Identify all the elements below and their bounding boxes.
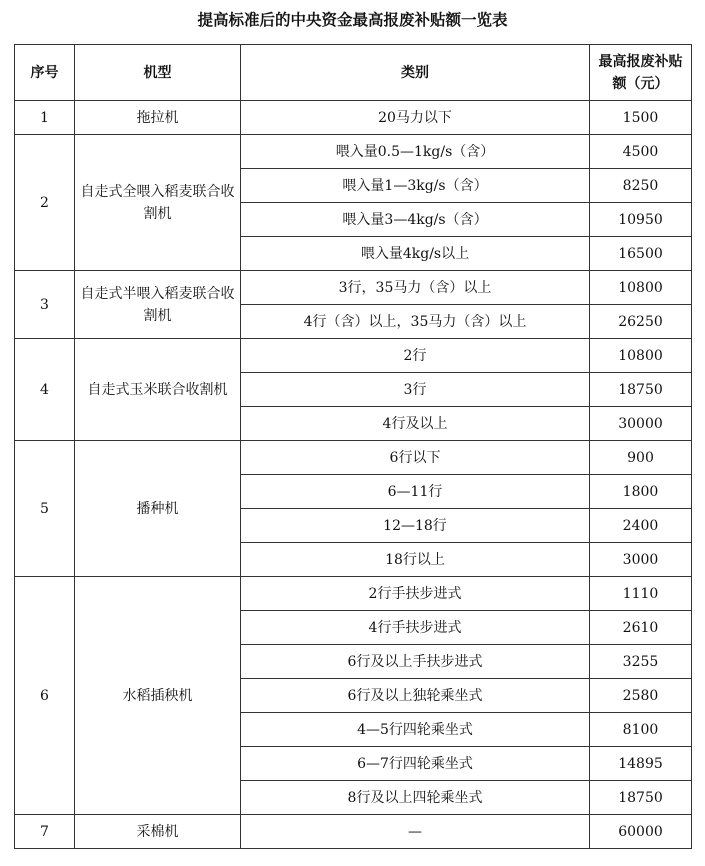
amount-cell: 1500 — [590, 101, 692, 135]
seq-cell: 1 — [15, 101, 75, 135]
amount-cell: 3255 — [590, 645, 692, 679]
model-cell: 自走式半喂入稻麦联合收割机 — [75, 271, 241, 339]
table-row — [15, 135, 692, 169]
amount-cell: 2610 — [590, 611, 692, 645]
category-cell: 12—18行 — [241, 509, 590, 543]
amount-cell: 2400 — [590, 509, 692, 543]
model-cell: 采棉机 — [75, 815, 241, 849]
table-body — [15, 101, 692, 849]
table-row — [15, 815, 692, 849]
amount-cell: 10800 — [590, 271, 692, 305]
model-cell: 水稻插秧机 — [75, 577, 241, 815]
seq-cell: 7 — [15, 815, 75, 849]
amount-cell: 4500 — [590, 135, 692, 169]
subsidy-table — [14, 44, 692, 849]
amount-cell: 14895 — [590, 747, 692, 781]
category-cell: 20马力以下 — [241, 101, 590, 135]
amount-cell: 10950 — [590, 203, 692, 237]
model-cell: 自走式全喂入稻麦联合收割机 — [75, 135, 241, 271]
category-cell: 3行 — [241, 373, 590, 407]
amount-cell: 16500 — [590, 237, 692, 271]
seq-cell: 4 — [15, 339, 75, 441]
table-title: 提高标准后的中央资金最高报废补贴额一览表 — [197, 11, 508, 29]
category-cell: 18行以上 — [241, 543, 590, 577]
amount-cell: 900 — [590, 441, 692, 475]
amount-cell: 1110 — [590, 577, 692, 611]
category-cell: 6—7行四轮乘坐式 — [241, 747, 590, 781]
model-cell: 拖拉机 — [75, 101, 241, 135]
amount-cell: 3000 — [590, 543, 692, 577]
amount-cell: 18750 — [590, 781, 692, 815]
amount-cell: 8100 — [590, 713, 692, 747]
table-row — [15, 441, 692, 475]
amount-cell: 1800 — [590, 475, 692, 509]
seq-cell: 6 — [15, 577, 75, 815]
category-cell: 6行及以上独轮乘坐式 — [241, 679, 590, 713]
category-cell: 4行（含）以上，35马力（含）以上 — [241, 305, 590, 339]
table-row — [15, 339, 692, 373]
category-cell: 3行，35马力（含）以上 — [241, 271, 590, 305]
table-row — [15, 577, 692, 611]
category-cell: 喂入量1—3kg/s（含） — [241, 169, 590, 203]
seq-cell: 2 — [15, 135, 75, 271]
seq-cell: 5 — [15, 441, 75, 577]
amount-cell: 2580 — [590, 679, 692, 713]
table-row — [15, 271, 692, 305]
header-seq: 序号 — [15, 45, 75, 101]
header-category: 类别 — [241, 45, 590, 101]
model-cell: 自走式玉米联合收割机 — [75, 339, 241, 441]
header-model: 机型 — [75, 45, 241, 101]
amount-cell: 26250 — [590, 305, 692, 339]
amount-cell: 10800 — [590, 339, 692, 373]
amount-cell: 18750 — [590, 373, 692, 407]
category-cell: 喂入量3—4kg/s（含） — [241, 203, 590, 237]
category-cell: 6行及以上手扶步进式 — [241, 645, 590, 679]
model-cell: 播种机 — [75, 441, 241, 577]
category-cell: 4行手扶步进式 — [241, 611, 590, 645]
header-amount: 最高报废补贴额（元） — [590, 45, 692, 101]
category-cell: 6—11行 — [241, 475, 590, 509]
category-cell: 4行及以上 — [241, 407, 590, 441]
category-cell: 2行手扶步进式 — [241, 577, 590, 611]
category-cell: 4—5行四轮乘坐式 — [241, 713, 590, 747]
category-cell: 8行及以上四轮乘坐式 — [241, 781, 590, 815]
amount-cell: 8250 — [590, 169, 692, 203]
category-cell: — — [241, 815, 590, 849]
header-row — [15, 45, 692, 101]
category-cell: 喂入量4kg/s以上 — [241, 237, 590, 271]
category-cell: 6行以下 — [241, 441, 590, 475]
amount-cell: 60000 — [590, 815, 692, 849]
category-cell: 喂入量0.5—1kg/s（含） — [241, 135, 590, 169]
table-row — [15, 101, 692, 135]
amount-cell: 30000 — [590, 407, 692, 441]
category-cell: 2行 — [241, 339, 590, 373]
seq-cell: 3 — [15, 271, 75, 339]
